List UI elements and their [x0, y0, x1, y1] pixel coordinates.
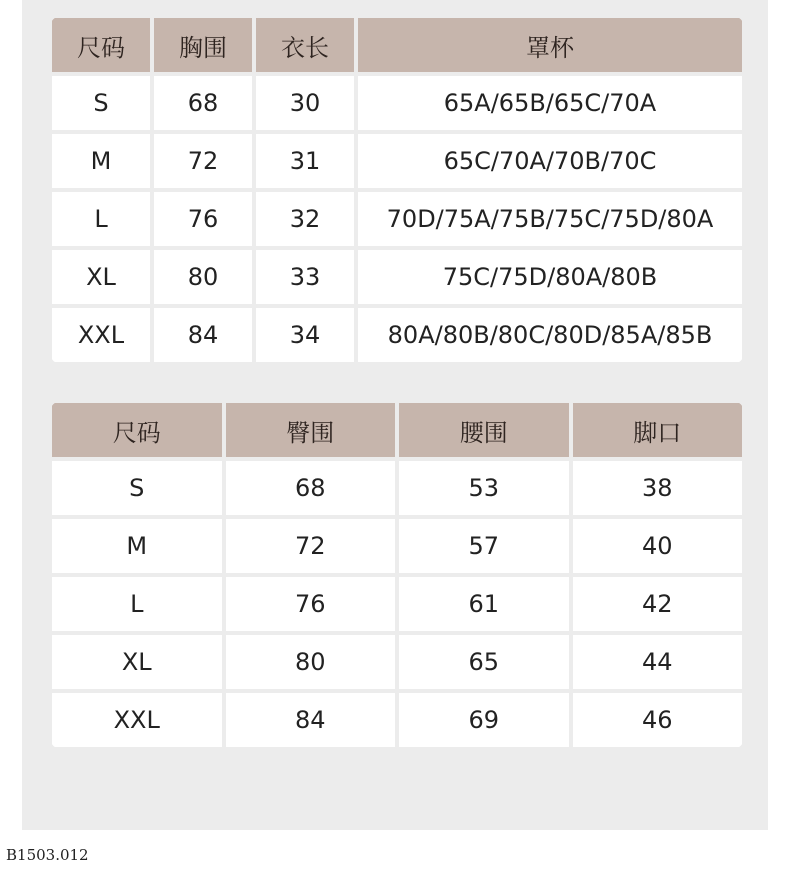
length-cell: 30	[256, 76, 354, 130]
header-leg-opening: 脚口	[573, 403, 743, 457]
leg-opening-cell: 44	[573, 635, 743, 689]
size-cell: S	[52, 461, 222, 515]
waist-cell: 57	[399, 519, 569, 573]
hip-cell: 76	[226, 577, 396, 631]
cup-cell: 70D/75A/75B/75C/75D/80A	[358, 192, 742, 246]
table-header-row	[52, 18, 742, 72]
size-cell: S	[52, 76, 150, 130]
bottom-size-table	[48, 399, 746, 751]
top-size-table	[48, 14, 746, 366]
cup-cell: 65A/65B/65C/70A	[358, 76, 742, 130]
table-row	[52, 693, 742, 747]
length-cell: 32	[256, 192, 354, 246]
cup-cell: 80A/80B/80C/80D/85A/85B	[358, 308, 742, 362]
length-cell: 34	[256, 308, 354, 362]
hip-cell: 72	[226, 519, 396, 573]
size-cell: M	[52, 519, 222, 573]
length-cell: 31	[256, 134, 354, 188]
leg-opening-cell: 40	[573, 519, 743, 573]
size-cell: L	[52, 192, 150, 246]
size-cell: L	[52, 577, 222, 631]
waist-cell: 65	[399, 635, 569, 689]
size-cell: M	[52, 134, 150, 188]
leg-opening-cell: 42	[573, 577, 743, 631]
waist-cell: 53	[399, 461, 569, 515]
hip-cell: 68	[226, 461, 396, 515]
header-size: 尺码	[52, 403, 222, 457]
table-row	[52, 519, 742, 573]
header-size: 尺码	[52, 18, 150, 72]
table-header-row	[52, 403, 742, 457]
size-cell: XXL	[52, 308, 150, 362]
product-code: B1503.012	[6, 846, 89, 864]
cup-cell: 65C/70A/70B/70C	[358, 134, 742, 188]
table-row	[52, 577, 742, 631]
header-bust: 胸围	[154, 18, 252, 72]
table-row	[52, 250, 742, 304]
leg-opening-cell: 46	[573, 693, 743, 747]
bust-cell: 72	[154, 134, 252, 188]
table-row	[52, 308, 742, 362]
header-hip: 臀围	[226, 403, 396, 457]
bust-cell: 84	[154, 308, 252, 362]
table-row	[52, 461, 742, 515]
size-cell: XXL	[52, 693, 222, 747]
hip-cell: 84	[226, 693, 396, 747]
table-row	[52, 192, 742, 246]
length-cell: 33	[256, 250, 354, 304]
bust-cell: 76	[154, 192, 252, 246]
table-row	[52, 635, 742, 689]
header-length: 衣长	[256, 18, 354, 72]
cup-cell: 75C/75D/80A/80B	[358, 250, 742, 304]
hip-cell: 80	[226, 635, 396, 689]
bust-cell: 68	[154, 76, 252, 130]
header-cup: 罩杯	[358, 18, 742, 72]
waist-cell: 61	[399, 577, 569, 631]
header-waist: 腰围	[399, 403, 569, 457]
size-cell: XL	[52, 250, 150, 304]
size-cell: XL	[52, 635, 222, 689]
waist-cell: 69	[399, 693, 569, 747]
leg-opening-cell: 38	[573, 461, 743, 515]
table-row	[52, 134, 742, 188]
bust-cell: 80	[154, 250, 252, 304]
table-row	[52, 76, 742, 130]
